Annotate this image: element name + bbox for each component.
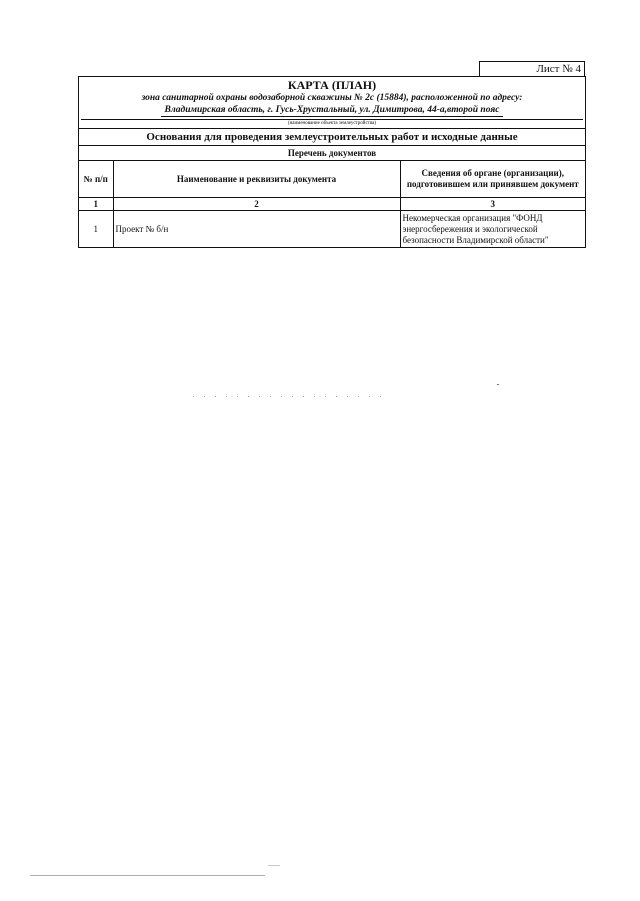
scan-artifact-dots [188,396,388,397]
document-frame [78,76,586,248]
documents-table [79,146,585,247]
row-number: 1 [79,211,113,248]
row-document-name: Проект № б/н [113,211,400,248]
title-line-2: Владимирская область, г. Гусь-Хрустальный, ул. Димитрова, 44-а,второй пояс [161,104,504,117]
map-title: КАРТА (ПЛАН) [287,78,377,92]
scan-artifact-bottom-line [30,875,265,876]
column-header-name: Наименование и реквизиты документа [113,161,400,198]
title-block [79,77,585,129]
column-number-1: 1 [79,198,113,211]
basis-heading: Основания для проведения землеустроительных работ и исходные данные [79,129,585,146]
documents-list-title: Перечень документов [79,146,585,161]
scan-artifact-mark [497,384,499,385]
column-number-3: 3 [400,198,585,211]
title-line-2-wrap [81,104,583,117]
column-number-2: 2 [113,198,400,211]
column-header-organization: Сведения об органе (организации), подготовившем или принявшем документ [400,161,585,198]
title-caption: (наименование объекта землеустройства) [81,119,583,127]
sheet-number: Лист № 4 [479,61,585,76]
row-organization: Некомерческая организация "ФОНД энергосбережения и экологической безопасности Владимирской области" [400,211,585,248]
table-row [79,211,585,248]
scan-artifact-bottom-dash [268,865,280,866]
column-numbers-row [79,198,585,211]
title-line-1: зона санитарной охраны водозаборной скважины № 2с (15884), расположенной по адресу: [141,93,523,103]
column-header-number: № п/п [79,161,113,198]
